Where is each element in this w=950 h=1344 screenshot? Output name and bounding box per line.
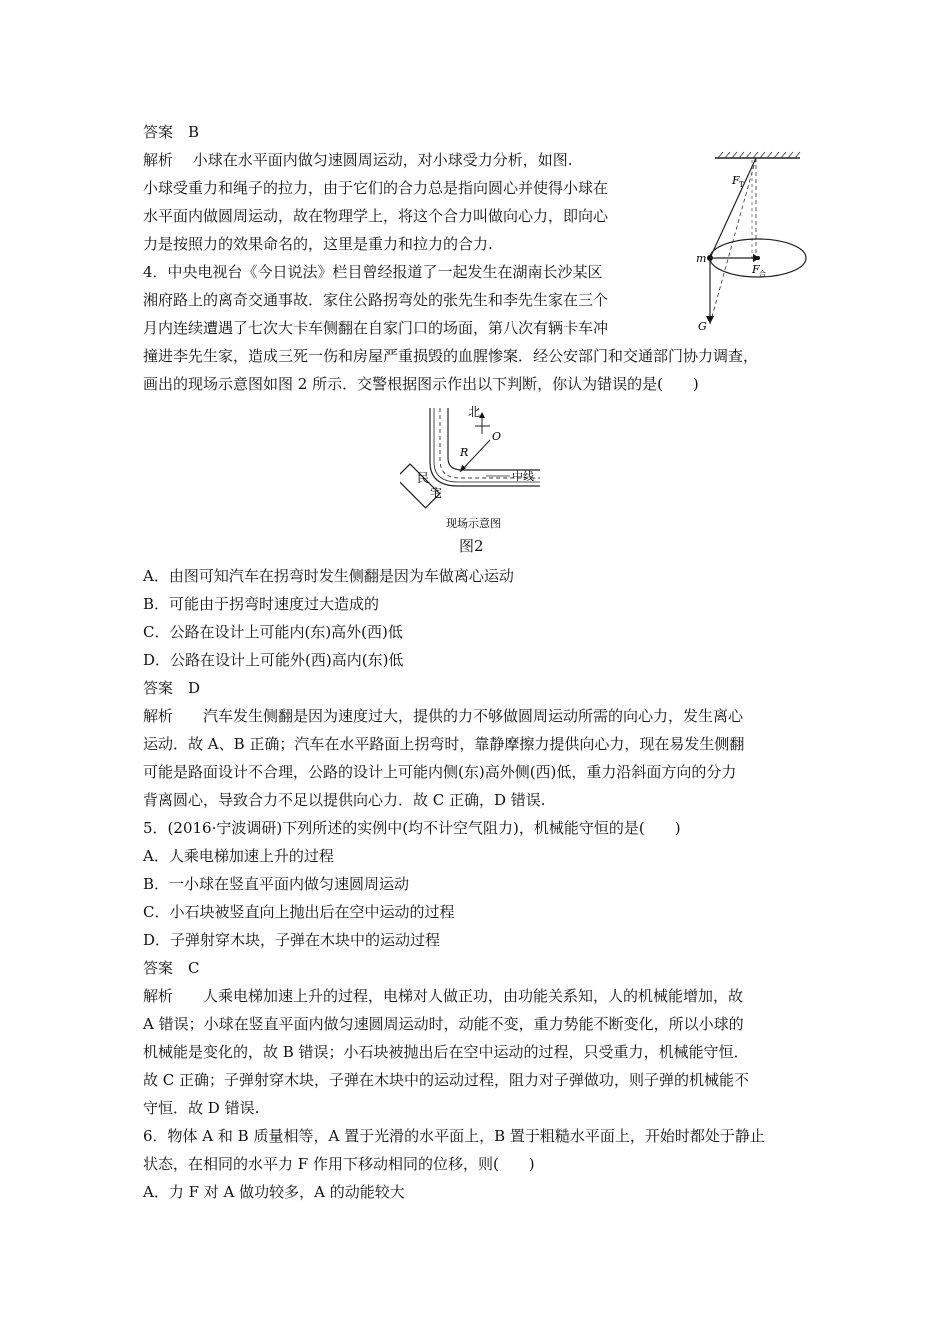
center-o-label: O [492, 430, 502, 443]
q5-analysis-line-5: 守恒．故 D 错误. [143, 1099, 260, 1117]
q5-option-d: D．子弹射穿木块，子弹在木块中的运动过程 [143, 931, 441, 949]
q4-analysis-line-4: 背离圆心，导致合力不足以提供向心力．故 C 正确，D 错误. [143, 791, 546, 809]
accident-scene-figure [400, 402, 550, 532]
q4-option-b: B．可能由于拐弯时速度过大造成的 [143, 595, 380, 613]
q6-stem-line-2: 状态，在相同的水平力 F 作用下移动相同的位移，则( ) [143, 1155, 535, 1173]
mass-label: m [696, 252, 707, 265]
q4-option-d: D．公路在设计上可能外(西)高内(东)低 [143, 651, 404, 669]
q5-analysis-line-1: 解析 人乘电梯加速上升的过程，电梯对人做正功，由功能关系知，人的机械能增加，故 [143, 987, 744, 1005]
q5-analysis-line-3: 机械能是变化的，故 B 错误；小石块被抛出后在空中运动的过程，只受重力，机械能守恒． [143, 1043, 749, 1061]
q5-answer: 答案 C [143, 959, 200, 977]
house-label-2: 宅 [430, 486, 443, 500]
q5-analysis-line-2: A 错误；小球在竖直平面内做匀速圆周运动时，动能不变，重力势能不断变化，所以小球的 [143, 1015, 744, 1033]
q4-stem-line-2: 湘府路上的离奇交通事故．家住公路拐弯处的张先生和李先生家在三个 [143, 291, 609, 309]
q3-analysis-line-4: 力是按照力的效果命名的，这里是重力和拉力的合力. [143, 235, 493, 253]
q3-analysis-line-2: 小球受重力和绳子的拉力，由于它们的合力总是指向圆心并使得小球在 [143, 179, 609, 197]
north-label: 北 [468, 405, 481, 419]
figure-title: 现场示意图 [446, 517, 501, 530]
tension-subscript: T [739, 181, 744, 189]
q5-stem: 5．(2016·宁波调研)下列所述的实例中(均不计空气阻力)，机械能守恒的是( ) [143, 819, 681, 837]
q5-option-b: B．一小球在竖直平面内做匀速圆周运动 [143, 875, 410, 893]
q4-stem-line-4: 撞进李先生家，造成三死一伤和房屋严重损毁的血腥惨案．经公安部门和交通部门协力调查， [143, 347, 759, 365]
net-force-label: F [752, 263, 760, 276]
q3-answer: 答案 B [143, 123, 200, 141]
q4-analysis-line-1: 解析 汽车发生侧翻是因为速度过大，提供的力不够做圆周运动所需的向心力，发生离心 [143, 707, 744, 725]
q4-analysis-line-2: 运动．故 A、B 正确；汽车在水平路面上拐弯时，靠静摩擦力提供向心力，现在易发生侧翻 [143, 735, 745, 753]
q5-option-a: A．人乘电梯加速上升的过程 [143, 847, 334, 865]
centerline-label: 中线 [512, 470, 534, 483]
gravity-label: G [698, 320, 707, 333]
q3-analysis-line-3: 水平面内做圆周运动，故在物理学上，将这个合力叫做向心力，即向心 [143, 207, 609, 225]
tension-label: F [732, 174, 740, 187]
q4-option-c: C．公路在设计上可能内(东)高外(西)低 [143, 623, 403, 641]
q6-option-a: A．力 F 对 A 做功较多，A 的动能较大 [143, 1183, 405, 1201]
q3-analysis-line-1: 解析 小球在水平面内做匀速圆周运动，对小球受力分析，如图. [143, 151, 573, 169]
q4-stem-line-3: 月内连续遭遇了七次大卡车侧翻在自家门口的场面，第八次有辆卡车冲 [143, 319, 609, 337]
q4-stem-line-5: 画出的现场示意图如图 2 所示．交警根据图示作出以下判断，你认为错误的是( ) [143, 375, 699, 393]
house-label-1: 民 [417, 471, 430, 485]
radius-r-label: R [460, 446, 469, 459]
q4-option-a: A．由图可知汽车在拐弯时发生侧翻是因为车做离心运动 [143, 567, 514, 585]
conical-pendulum-figure [690, 150, 820, 340]
q4-analysis-line-3: 可能是路面设计不合理，公路的设计上可能内侧(东)高外侧(西)低，重力沿斜面方向的分力 [143, 763, 737, 781]
q6-stem-line-1: 6．物体 A 和 B 质量相等，A 置于光滑的水平面上，B 置于粗糙水平面上，开始时都处于静止 [143, 1127, 765, 1145]
q5-option-c: C．小石块被竖直向上抛出后在空中运动的过程 [143, 903, 455, 921]
figure-caption: 图2 [459, 537, 484, 555]
q4-stem-line-1: 4．中央电视台《今日说法》栏目曾经报道了一起发生在湖南长沙某区 [143, 263, 603, 281]
net-force-subscript: 合 [759, 270, 766, 278]
q5-analysis-line-4: 故 C 正确；子弹射穿木块，子弹在木块中的运动过程，阻力对子弹做功，则子弹的机械能不 [143, 1071, 750, 1089]
q4-answer: 答案 D [143, 679, 201, 697]
